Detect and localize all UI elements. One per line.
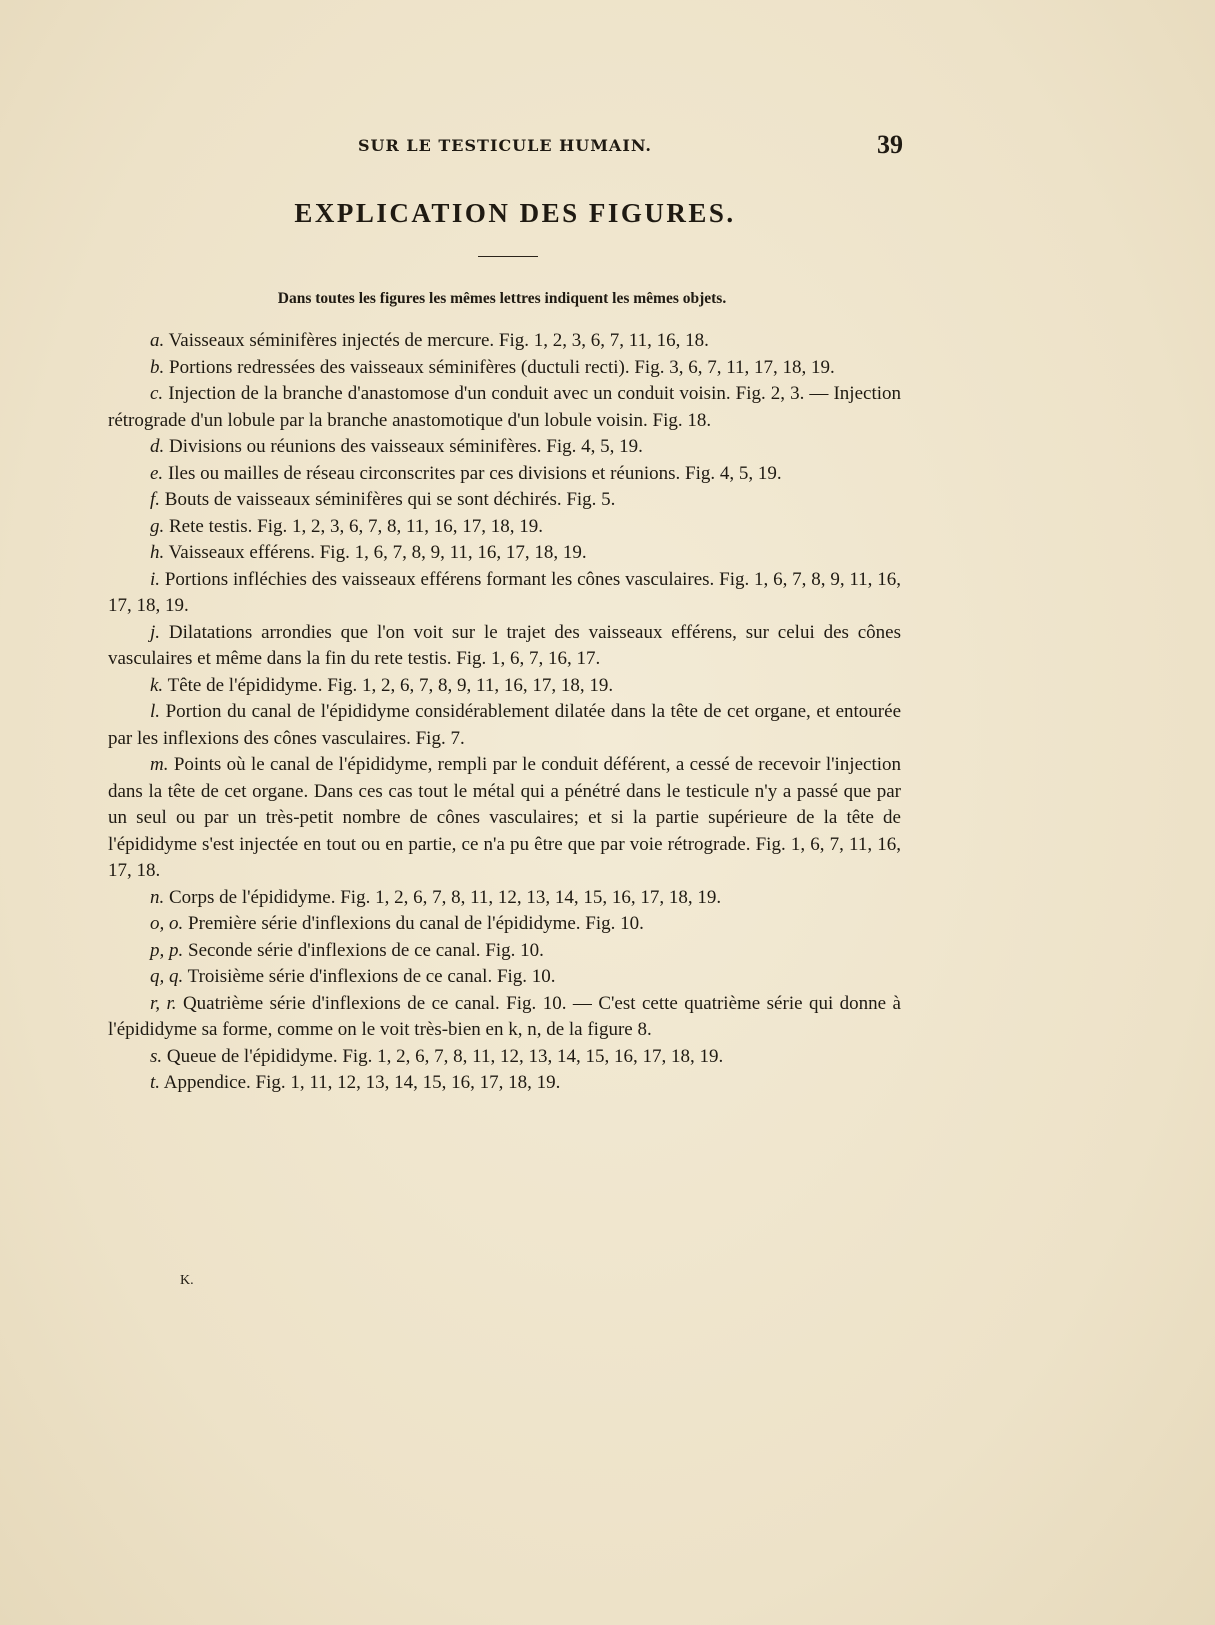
entry-text: Rete testis. Fig. 1, 2, 3, 6, 7, 8, 11, 16, 17, 18, 19. <box>169 515 544 537</box>
figure-legend <box>108 328 901 1097</box>
section-title: EXPLICATION DES FIGURES. <box>294 198 736 228</box>
legend-entry <box>108 752 901 885</box>
entry-letter: b. <box>150 356 165 378</box>
legend-entry <box>108 487 901 514</box>
legend-entry <box>108 1070 901 1097</box>
entry-text: Seconde série d'inflexions de ce canal. Fig. 10. <box>188 939 544 961</box>
entry-letter: d. <box>150 436 165 457</box>
running-head <box>108 130 903 166</box>
entry-text: Appendice. Fig. 1, 11, 12, 13, 14, 15, 16, 17, 18, 19. <box>163 1072 561 1093</box>
entry-text: Points où le canal de l'épididyme, rempli par le conduit déférent, a cessé de recevoir l'injection dans la tête de cet organe. Dans ces cas tout le métal qui a pénétré dans le testicule n'y a passé que par un seul ou par un très-petit nombre de cônes vasculaires; et si la partie supérieure de la tête de l'épididyme s'est injectée en tout ou en partie, ce n'a pu être que par voie rétrograde. Fig. 1, 6, 7, 11, 16, 17, 18. <box>108 754 901 881</box>
entry-letter: r, r. <box>150 992 177 1014</box>
entry-text: Vaisseaux séminifères injectés de mercure. Fig. 1, 2, 3, 6, 7, 11, 16, 18. <box>168 330 709 351</box>
entry-letter: h. <box>150 542 165 563</box>
entry-letter: q, q. <box>150 966 184 987</box>
entry-letter: o, o. <box>150 913 184 934</box>
entry-text: Divisions ou réunions des vaisseaux séminifères. Fig. 4, 5, 19. <box>169 436 643 457</box>
entry-text: Quatrième série d'inflexions de ce canal. Fig. 10. — C'est cette quatrième série qui donne à l'épididyme sa forme, comme on le voit très-bien en k, n, de la figure 8. <box>108 992 901 1040</box>
entry-letter: s. <box>150 1045 163 1067</box>
entry-letter: j. <box>150 621 161 643</box>
entry-text: Portions redressées des vaisseaux séminifères (ductuli recti). Fig. 3, 6, 7, 11, 17, 18, 19. <box>169 356 835 378</box>
title-rule <box>478 256 538 257</box>
entry-letter: a. <box>150 330 165 351</box>
entry-text: Tête de l'épididyme. Fig. 1, 2, 6, 7, 8, 9, 11, 16, 17, 18, 19. <box>167 674 614 696</box>
intro-note: Dans toutes les figures les mêmes lettres indiquent les mêmes objets. <box>277 290 727 307</box>
legend-entry <box>108 620 901 673</box>
entry-letter: m. <box>150 754 169 775</box>
legend-entry <box>108 461 901 488</box>
entry-text: Queue de l'épididyme. Fig. 1, 2, 6, 7, 8, 11, 12, 13, 14, 15, 16, 17, 18, 19. <box>166 1045 724 1067</box>
entry-text: Corps de l'épididyme. Fig. 1, 2, 6, 7, 8, 11, 12, 13, 14, 15, 16, 17, 18, 19. <box>169 886 722 908</box>
running-head-title: SUR LE TESTICULE HUMAIN. <box>358 136 652 155</box>
legend-entry <box>108 673 901 700</box>
entry-text: Bouts de vaisseaux séminifères qui se sont déchirés. Fig. 5. <box>164 489 616 510</box>
entry-text: Iles ou mailles de réseau circonscrites par ces divisions et réunions. Fig. 4, 5, 19. <box>167 462 782 484</box>
page-number: 39 <box>877 130 903 159</box>
legend-entry <box>108 514 901 541</box>
entry-letter: k. <box>150 674 164 696</box>
entry-letter: l. <box>150 701 161 722</box>
entry-letter: i. <box>150 568 161 590</box>
legend-entry <box>108 885 901 912</box>
entry-letter: e. <box>150 462 164 484</box>
entry-text: Portion du canal de l'épididyme considérablement dilatée dans la tête de cet organe, et entourée par les inflexions des cônes vasculaires. Fig. 7. <box>108 701 901 749</box>
entry-text: Vaisseaux efférens. Fig. 1, 6, 7, 8, 9, 11, 16, 17, 18, 19. <box>168 542 587 563</box>
entry-text: Première série d'inflexions du canal de l'épididyme. Fig. 10. <box>188 913 644 934</box>
entry-letter: c. <box>150 383 164 404</box>
legend-entry <box>108 699 901 752</box>
legend-entry <box>108 1044 901 1071</box>
entry-letter: n. <box>150 886 165 908</box>
entry-text: Portions infléchies des vaisseaux efférens formant les cônes vasculaires. Fig. 1, 6, 7, 8, 9, 11, 16, 17, 18, 19. <box>108 568 901 616</box>
entry-text: Injection de la branche d'anastomose d'un conduit avec un conduit voisin. Fig. 2, 3. — Injection rétrograde d'un lobule par la branche anastomotique d'un lobule voisin. Fig. 18. <box>108 383 902 431</box>
legend-entry <box>108 567 901 620</box>
entry-letter: t. <box>150 1072 161 1093</box>
legend-entry <box>108 964 901 991</box>
legend-entry <box>108 434 901 461</box>
entry-letter: p, p. <box>150 939 184 961</box>
entry-text: Troisième série d'inflexions de ce canal. Fig. 10. <box>187 966 556 987</box>
legend-entry <box>108 991 901 1044</box>
entry-letter: f. <box>150 489 161 510</box>
legend-entry <box>108 328 901 355</box>
signature-mark: K. <box>180 1273 194 1288</box>
legend-entry <box>108 381 901 434</box>
entry-text: Dilatations arrondies que l'on voit sur le trajet des vaisseaux efférens, sur celui des cônes vasculaires et même dans la fin du rete testis. Fig. 1, 6, 7, 16, 17. <box>108 621 902 669</box>
legend-entry <box>108 911 901 938</box>
legend-entry <box>108 355 901 382</box>
entry-letter: g. <box>150 515 165 537</box>
legend-entry <box>108 938 901 965</box>
legend-entry <box>108 540 901 567</box>
